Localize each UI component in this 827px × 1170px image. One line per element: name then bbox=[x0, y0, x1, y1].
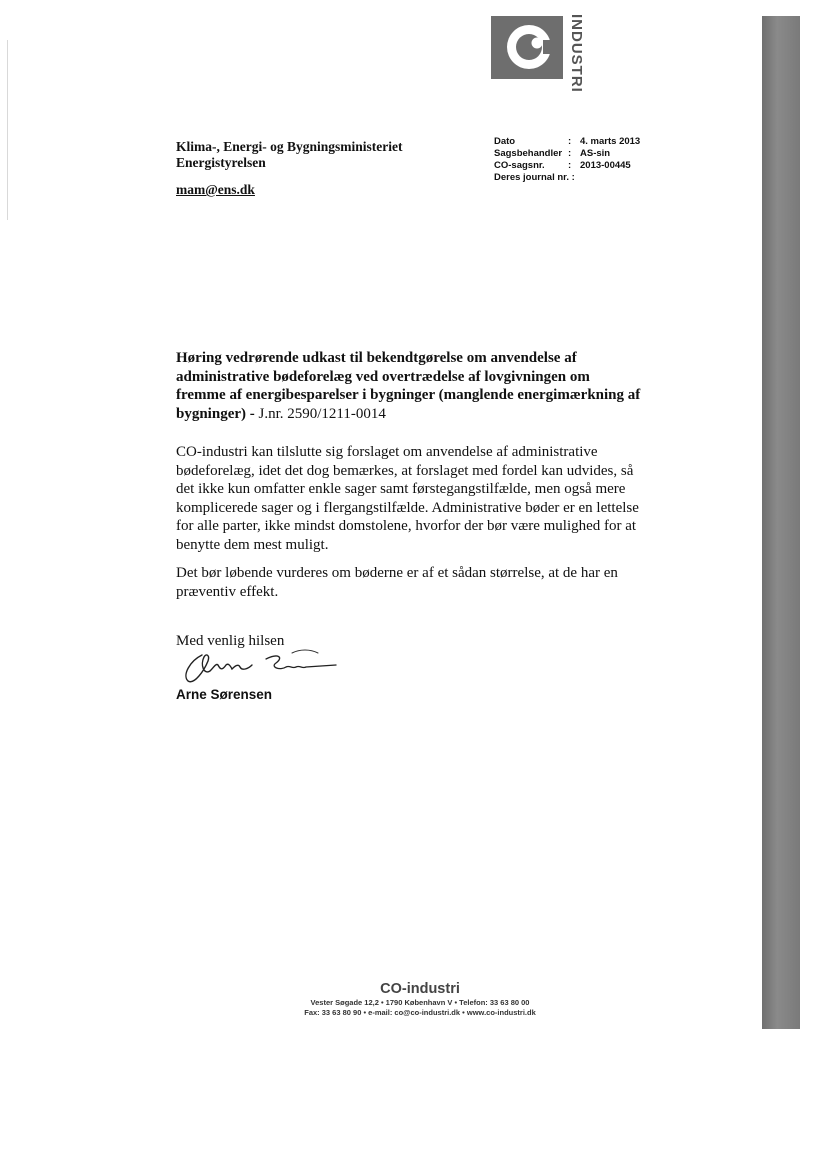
closing-greeting: Med venlig hilsen bbox=[176, 633, 285, 649]
footer-address: Vester Søgade 12,2 • 1790 København V • Telefon: 33 63 80 00 bbox=[310, 998, 530, 1007]
recipient-block bbox=[176, 139, 403, 171]
meta-colon: : bbox=[568, 160, 572, 171]
meta-row-journal bbox=[494, 172, 640, 184]
meta-label: Deres journal nr. bbox=[494, 172, 569, 183]
scan-edge-bar bbox=[762, 16, 800, 1029]
meta-value: AS-sin bbox=[580, 148, 611, 159]
body-paragraph-1: CO-industri kan tilslutte sig forslaget om anvendelse af administrative bødeforelæg, idet det dog bemærkes, at forslaget med fordel kan udvides, så det ikke kun omfatter enkle sager samt førstegangstilfælde, men også mere komplicerede sager og i flergangstilfælde. Administrative bøder er en lettelse for alle parter, ikke mindst domstolene, hvorfor der bør være mulighed for at benytte dem mest muligt. bbox=[176, 444, 639, 553]
meta-label: Sagsbehandler bbox=[494, 148, 563, 159]
subject-reference: J.nr. 2590/1211-0014 bbox=[258, 405, 386, 422]
meta-colon: : bbox=[568, 148, 572, 159]
footer-contact: Fax: 33 63 80 90 • e-mail: co@co-industri.dk • www.co-industri.dk bbox=[304, 1008, 536, 1017]
body-paragraph-2: Det bør løbende vurderes om bøderne er af et sådan størrelse, at de har en præventiv effekt. bbox=[176, 565, 618, 600]
scan-edge-line bbox=[7, 40, 8, 220]
meta-value: 2013-00445 bbox=[580, 160, 631, 171]
meta-colon: : bbox=[568, 136, 572, 147]
meta-row-handler bbox=[494, 148, 640, 160]
meta-colon: : bbox=[568, 172, 575, 183]
meta-row-date bbox=[494, 136, 640, 148]
recipient-ministry: Klima-, Energi- og Bygningsministeriet bbox=[176, 139, 403, 154]
recipient-email-link[interactable]: mam@ens.dk bbox=[176, 182, 255, 197]
letterhead-footer bbox=[250, 981, 590, 1018]
meta-row-case-number bbox=[494, 160, 640, 172]
meta-label: Dato bbox=[494, 136, 516, 147]
letter-subject bbox=[176, 349, 641, 423]
handwritten-signature bbox=[180, 645, 340, 687]
meta-label: CO-sagsnr. bbox=[494, 160, 545, 171]
case-metadata bbox=[494, 136, 640, 184]
meta-value: 4. marts 2013 bbox=[580, 136, 641, 147]
recipient-agency: Energistyrelsen bbox=[176, 155, 266, 170]
subject-text: Høring vedrørende udkast til bekendtgørelse om anvendelse af administrative bødeforelæg ved overtrædelse af lovgivningen om fremme af energibesparelser i bygninger (manglende energimærkning af bygninger) - bbox=[176, 350, 641, 422]
logo-wordmark: INDUSTRI bbox=[568, 14, 585, 93]
footer-organization: CO-industri bbox=[380, 981, 460, 997]
signer-name: Arne Sørensen bbox=[176, 687, 273, 702]
co-industri-logo-icon bbox=[491, 16, 563, 79]
